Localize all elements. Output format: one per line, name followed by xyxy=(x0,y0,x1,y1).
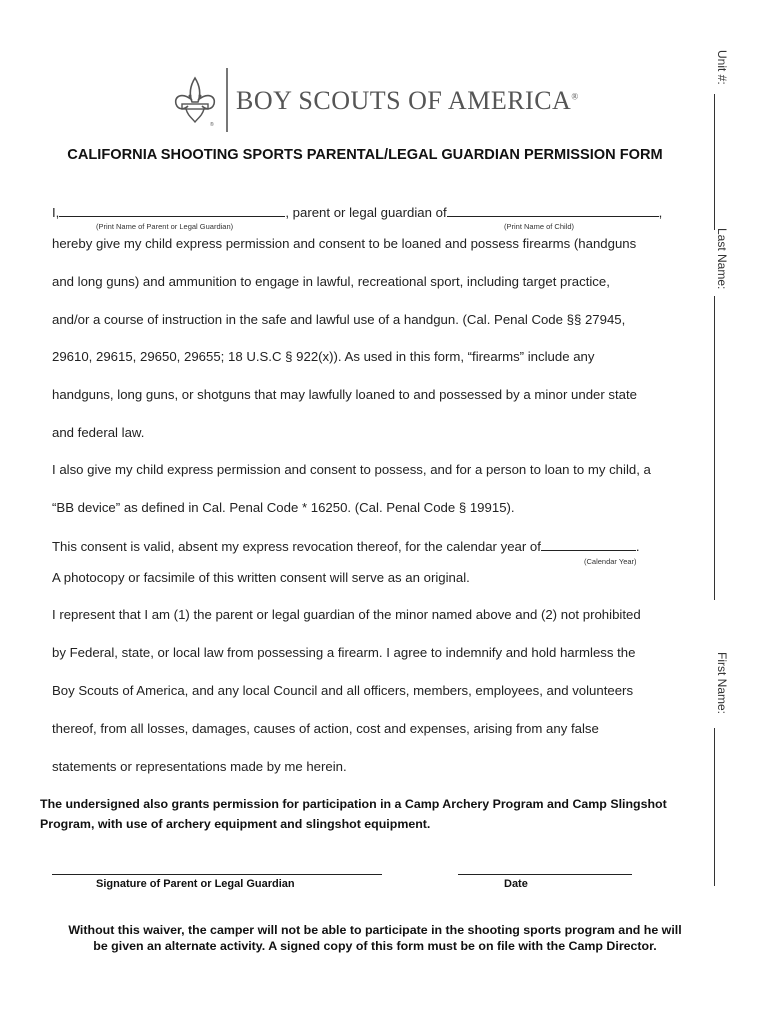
archery-line-1: The undersigned also grants permission for participation in a Camp Archery Program and Camp Slingshot xyxy=(40,797,667,811)
org-name: BOY SCOUTS OF AMERICA® xyxy=(236,86,579,115)
archery-line-2: Program, with use of archery equipment and slingshot equipment. xyxy=(40,817,431,831)
fleur-de-lis-icon xyxy=(168,74,222,128)
p3-line-2: by Federal, state, or local law from possessing a firearm. I agree to indemnify and hold harmless the xyxy=(52,645,636,660)
first-name-field[interactable] xyxy=(714,728,715,886)
calendar-year-field[interactable] xyxy=(541,538,636,551)
p3-line-4: thereof, from all losses, damages, causes of action, cost and expenses, arising from any false xyxy=(52,721,599,736)
unit-field[interactable] xyxy=(714,94,715,230)
date-label: Date xyxy=(504,878,528,890)
i-label: I, xyxy=(52,205,60,220)
footer-line-2: be given an alternate activity. A signed copy of this form must be on file with the Camp Director. xyxy=(93,939,657,953)
svg-text:®: ® xyxy=(210,122,214,128)
logo-divider xyxy=(226,68,228,132)
parent-name-caption: (Print Name of Parent or Legal Guardian) xyxy=(96,222,234,231)
unit-label: Unit #: xyxy=(715,50,729,85)
p1-line-6: and federal law. xyxy=(52,425,145,440)
last-name-label: Last Name: xyxy=(715,228,729,290)
p1-line-1: hereby give my child express permission and consent to be loaned and possess firearms (handguns xyxy=(52,236,637,251)
name-line: I, , parent or legal guardian of , xyxy=(52,205,663,220)
p2-line-2: “BB device” as defined in Cal. Penal Code * 16250. (Cal. Penal Code § 19915). xyxy=(52,500,515,515)
p3-line-3: Boy Scouts of America, and any local Council and all officers, members, employees, and volunteers xyxy=(52,683,634,698)
form-title: CALIFORNIA SHOOTING SPORTS PARENTAL/LEGAL GUARDIAN PERMISSION FORM xyxy=(67,147,663,163)
parent-name-field[interactable] xyxy=(59,204,285,217)
p1-line-3: and/or a course of instruction in the safe and lawful use of a handgun. (Cal. Penal Code §§ 27945, xyxy=(52,312,626,327)
guardian-of-label: , parent or legal guardian of xyxy=(285,205,447,220)
footer-line-1: Without this waiver, the camper will not be able to participate in the shooting sports program and he will xyxy=(68,923,682,937)
p1-line-4: 29610, 29615, 29650, 29655; 18 U.S.C § 922(x)). As used in this form, “firearms” include any xyxy=(52,349,595,364)
photocopy-line: A photocopy or facsimile of this written consent will serve as an original. xyxy=(52,570,470,585)
child-name-caption: (Print Name of Child) xyxy=(504,222,575,231)
p1-line-2: and long guns) and ammunition to engage in lawful, recreational sport, including target practice, xyxy=(52,274,610,289)
consent-line: This consent is valid, absent my express revocation thereof, for the calendar year of . xyxy=(52,539,640,554)
first-name-label: First Name: xyxy=(715,652,729,715)
p1-line-5: handguns, long guns, or shotguns that may lawfully loaned to and possessed by a minor under state xyxy=(52,387,638,402)
signature-label: Signature of Parent or Legal Guardian xyxy=(96,878,295,890)
signature-field[interactable] xyxy=(52,874,382,875)
p3-line-1: I represent that I am (1) the parent or legal guardian of the minor named above and (2) not prohibited xyxy=(52,607,641,622)
calendar-year-caption: (Calendar Year) xyxy=(584,557,637,566)
child-name-field[interactable] xyxy=(447,204,659,217)
p2-line-1: I also give my child express permission and consent to possess, and for a person to loan to my child, a xyxy=(52,462,651,477)
date-field[interactable] xyxy=(458,874,632,875)
p3-line-5: statements or representations made by me herein. xyxy=(52,759,347,774)
last-name-field[interactable] xyxy=(714,296,715,600)
